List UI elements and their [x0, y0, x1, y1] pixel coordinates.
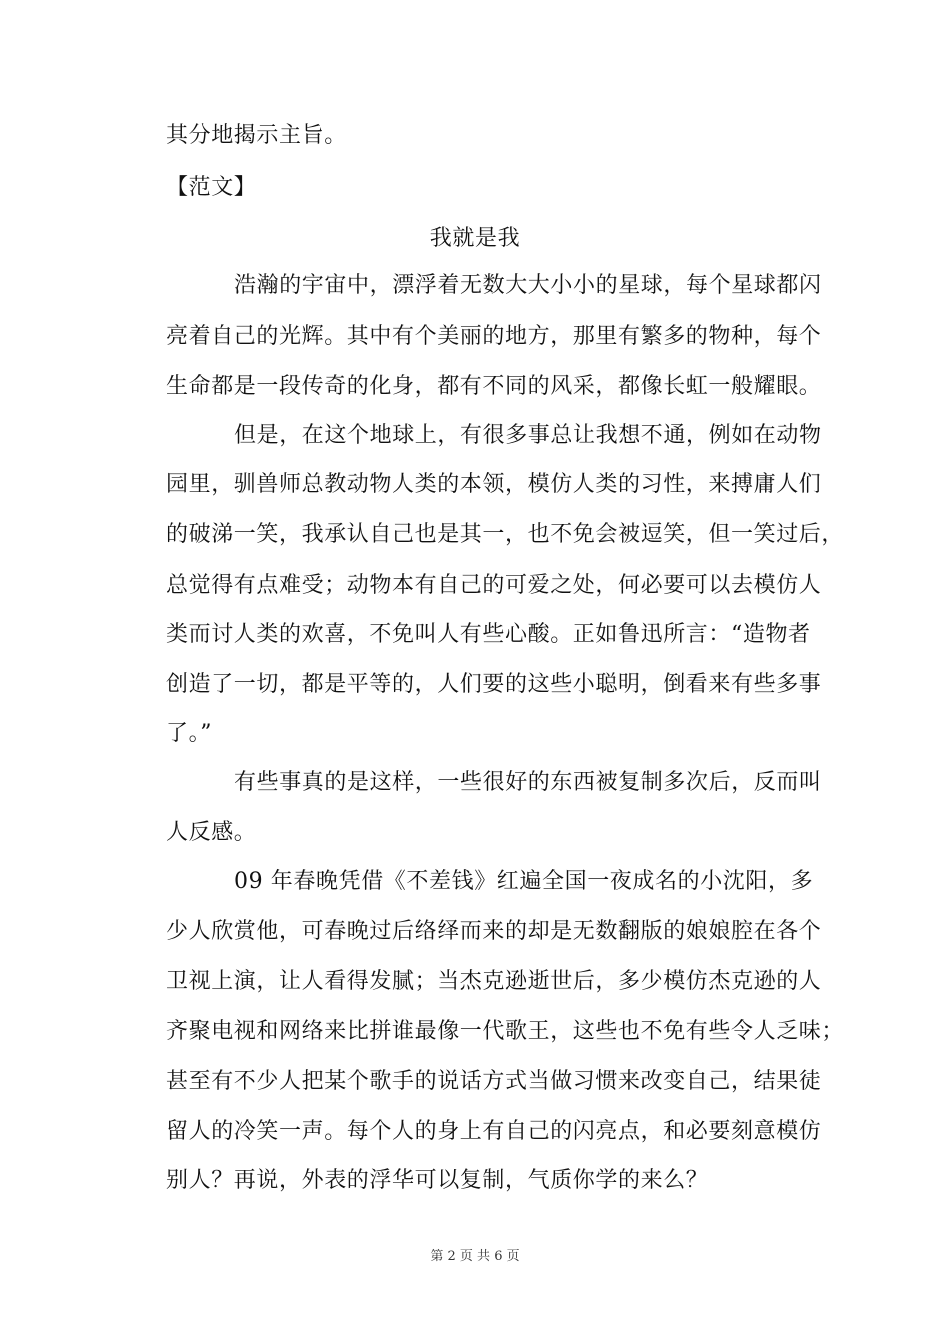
essay-title: 我就是我: [429, 226, 521, 251]
paragraph-line: 总觉得有点难受；动物本有自己的可爱之处，何必要可以去模仿人: [166, 573, 822, 598]
paragraph-line: 生命都是一段传奇的化身，都有不同的风采，都像长虹一般耀眼。: [166, 374, 822, 399]
page-footer: 第 2 页 共 6 页: [430, 1249, 520, 1264]
text-line: 其分地揭示主旨。: [166, 123, 347, 148]
paragraph-line: 但是，在这个地球上，有很多事总让我想不通，例如在动物: [234, 423, 822, 448]
paragraph-line: 留人的冷笑一声。每个人的身上有自己的闪亮点，和必要刻意模仿: [166, 1119, 822, 1144]
paragraph-line: 亮着自己的光辉。其中有个美丽的地方，那里有繁多的物种，每个: [166, 324, 822, 349]
paragraph-line: 有些事真的是这样，一些很好的东西被复制多次后，反而叫: [234, 770, 822, 795]
paragraph-line: 类而讨人类的欢喜，不免叫人有些心酸。正如鲁迅所言：“造物者: [166, 622, 811, 647]
paragraph-line: 的破涕一笑，我承认自己也是其一，也不免会被逗笑，但一笑过后，: [166, 522, 845, 547]
paragraph-line: 少人欣赏他，可春晚过后络绎而来的却是无数翻版的娘娘腔在各个: [166, 919, 822, 944]
paragraph-line: 人反感。: [166, 820, 257, 845]
paragraph-line: 了。”: [166, 721, 213, 746]
paragraph-line: 卫视上演，让人看得发腻；当杰克逊逝世后，多少模仿杰克逊的人: [166, 969, 822, 994]
paragraph-line: 别人？再说，外表的浮华可以复制，气质你学的来么？: [166, 1168, 709, 1193]
section-label: 【范文】: [166, 175, 257, 200]
paragraph-line: 浩瀚的宇宙中，漂浮着无数大大小小的星球，每个星球都闪: [234, 273, 822, 298]
paragraph-line: 创造了一切，都是平等的，人们要的这些小聪明，倒看来有些多事: [166, 672, 822, 697]
paragraph-line: 齐聚电视和网络来比拼谁最像一代歌王，这些也不免有些令人乏味；: [166, 1019, 845, 1044]
paragraph-line: 甚至有不少人把某个歌手的说话方式当做习惯来改变自己，结果徒: [166, 1069, 822, 1094]
paragraph-line: 09 年春晚凭借《不差钱》红遍全国一夜成名的小沈阳，多: [234, 869, 814, 894]
paragraph-line: 园里，驯兽师总教动物人类的本领，模仿人类的习性，来搏庸人们: [166, 472, 822, 497]
